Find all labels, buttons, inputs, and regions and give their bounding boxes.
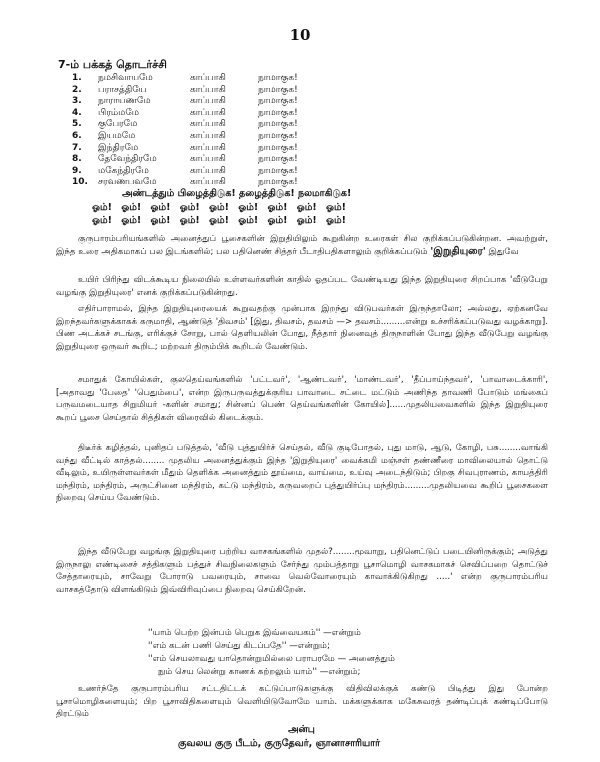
highlight-iruthiyurai: 'இறுதியுரை' <box>430 245 486 257</box>
item-number: 3. <box>72 96 82 107</box>
om-line-1: ஓம்! ஓம்! ஓம்! ஓம்! ஓம்! ஓம்! ஓம்! ஓம்! ஓம்! <box>92 202 346 213</box>
item-namakuka: நாமாகுக! <box>258 130 298 141</box>
signature-anbu: அன்பு <box>288 724 315 735</box>
item-kappaki: காப்பாகி <box>190 165 226 176</box>
item-namakuka: நாமாகுக! <box>258 84 298 95</box>
list-item <box>72 73 328 85</box>
item-kappaki: காப்பாகி <box>190 177 226 188</box>
paragraph-6: இந்த வீடுபேறு வழங்கு இறுதியுரை பற்றிய வாசகங்களில் முதல்?........மூவாறு, பதினெட்டுப் படையினிருக்கும்; அடுத்து இருநாலு எண்டிசைச் சத்திகளும் பத்துச் சிவநிலைகளும் சேர்ந்து மும்பத்தாறு பூசாமொழி வாசகமாகச் செவிப்பறை தொட்டுச் சேத்தாரையும், சாவேறு போராடு பவரையும், சாவை வெல்வோரையும் காவாக்கிடுகிறது .....' என்ற குருபாரம்பரிய வாசகத்தோடு விளங்கிடும் இவ்விரிவுப்பை நிறைவு செய்கிறேன். <box>56 547 548 595</box>
blessing-line: அண்டத்தும் பிழைத்திடுக! தழைத்திடுக! நலமாகிடுக! <box>122 188 352 199</box>
item-number: 1. <box>72 73 82 83</box>
quote-line: ''எம் செயலாவது யாதொன்றுமில்லை பராபரமே — அனைத்தும் <box>148 654 395 664</box>
item-namakuka: நாமாகுக! <box>258 154 298 165</box>
invocation-list <box>72 73 328 189</box>
quote-line: நும் செய லென்று காணக் கற்றலும் யாம்'' —என்றும்; <box>158 667 361 677</box>
quote-line: ''யாம் பெற்ற இன்பம் பெறுக இவ்வையகம்'' —என்றும் <box>148 628 361 638</box>
item-number: 8. <box>72 154 82 165</box>
item-namakuka: நாமாகுக! <box>258 73 298 83</box>
continuation-heading: 7-ம் பக்கத் தொடர்ச்சி <box>58 58 167 71</box>
paragraph-2: உயிர் பிரிந்து விடக்கூடிய நிலையில் உள்ளவர்களின் காதில் ஓதப்பட வேண்டியது இந்த இறுதியுரை சிறப்பாக 'வீடுபேறு வழங்கு இறுதியுரை' எனக் குறிக்கப்படுகின்றது. <box>56 275 548 298</box>
item-number: 9. <box>72 165 82 176</box>
item-namakuka: நாமாகுக! <box>258 142 298 153</box>
paragraph-5: திடீர்க் கழித்தல், புனிதப் படுத்தல், 'வீடு புத்துயிர்ச் செய்தல், வீடு குடிபோதல், புது மாடு, ஆடு, கோழி, பசு........வாங்கி வந்து வீட்டில் காத்தல்........ முதலிய அனைத்துக்கும் இந்த 'இறுதியுரை' வைக்கமி மஞ்சள் தண்ணீரை மாவிலையால் தொட்டு வீடிலும், உயிருள்ளவர்கள் மீதும் தெளிக்க அனைத்தும் தூய்மை, வாய்மை, உய்வு அடைந்திடும்; பிறகு சிவபுராணம், காயத்திரி மந்திரம், மந்திரம், அருட்சினை மந்திரம், கட்டு மந்திரம், கருவறைப் புத்துயிர்ப்பு மந்திரம்.........முதலியவை கூறிப் பூசைகளை நிறைவு செய்ய வேண்டும். <box>56 443 548 504</box>
om-line-2: ஓம்! ஓம்! ஓம்! ஓம்! ஓம்! ஓம்! ஓம்! ஓம்! ஓம்! <box>92 215 346 226</box>
item-kappaki: காப்பாகி <box>190 119 226 130</box>
item-kappaki: காப்பாகி <box>190 84 226 95</box>
item-deity: நமசிவாயமே <box>98 73 153 83</box>
item-deity: இயமமே <box>98 130 136 141</box>
item-kappaki: காப்பாகி <box>190 154 226 165</box>
item-deity: தேவேந்திரமே <box>98 154 157 165</box>
item-number: 10. <box>72 177 88 188</box>
item-deity: பிரம்மமே <box>98 107 139 118</box>
item-kappaki: காப்பாகி <box>190 142 226 153</box>
list-item <box>72 131 328 143</box>
item-namakuka: நாமாகுக! <box>258 107 298 118</box>
item-kappaki: காப்பாகி <box>190 96 226 107</box>
item-number: 7. <box>72 142 82 153</box>
page-number: 10 <box>289 26 311 44</box>
item-number: 6. <box>72 130 82 141</box>
paragraph-7: உணர்ந்தே குருபாரம்பரிய சட்டதிட்டக் கட்டுப்பாடுகளுக்கு விதிவிலக்குக் கண்டு பிடித்து இது போன்ற பூசாமொழிகளையும்; பிற பூசாவிதிகளையும் வெளியிடுவோமே யாம். மக்களுக்காக மகேசுவரத் தண்டிப்புக் கண்டிப்போடு திரட்டும் <box>56 684 548 720</box>
list-item <box>72 85 328 97</box>
item-number: 5. <box>72 119 82 130</box>
item-namakuka: நாமாகுக! <box>258 96 298 107</box>
paragraph-3: எதிர்பாராமல், இந்த இறுதியுரையைக் கூறுவதற்கு முன்பாக இறந்து விடுபவர்கள் இருந்தாலோ; அல்லது, ஏற்கனவே இறந்தவர்களுக்காகக் கருமாதி, ஆண்டுத் 'திவசம்' [இது, திவசம், தவசம் —> தவசம்.........என்று உச்சரிக்கப்படுவது வழக்காறு]. பிண அடக்கச் சடங்கு, எரிக்குச் சோறு, பால் தெளியலின் போது, நீத்தார் நினைவுத் திருநாளின் போது இந்த வீடுபேறு வழங்கு இறுதியுரை ஒருவர் கூறிட; மற்றவர் திரும்பிக் கூறிடல் வேண்டும். <box>56 304 548 352</box>
paragraph-1 <box>56 233 548 258</box>
list-item <box>72 143 328 155</box>
item-number: 2. <box>72 84 82 95</box>
item-kappaki: காப்பாகி <box>190 73 226 83</box>
item-deity: பராசத்தியே <box>98 84 147 95</box>
paragraph-1-end: இதுவே <box>485 246 519 257</box>
item-namakuka: நாமாகுக! <box>258 119 298 130</box>
item-deity: இந்திரமே <box>98 142 139 153</box>
list-item <box>72 108 328 120</box>
list-item <box>72 154 328 166</box>
item-kappaki: காப்பாகி <box>190 130 226 141</box>
item-number: 4. <box>72 107 82 118</box>
list-item <box>72 96 328 108</box>
item-deity: மகேந்திரமே <box>98 165 149 176</box>
item-deity: நாராயணமே <box>98 96 151 107</box>
list-item <box>72 119 328 131</box>
item-deity: சரவணபவமே <box>98 177 157 188</box>
quote-line: ''எம் கடன் பணி செய்து கிடப்பதே'' —என்றும்; <box>148 641 330 651</box>
paragraph-1-text: குருபாரம்பரியங்களில் அனைத்துப் பூசைகளின் இறுதியிலும் கூறுகின்ற உரைகள் சில குறிக்கப்படுகின்றன. அவற்றுள், இந்த உரை அதிகமாகப் பல இடங்களில்; பல பதினெண் சித்தர் பீடாதிபதிகளாலும் குறிக்கப்படும் <box>56 234 548 257</box>
item-namakuka: நாமாகுக! <box>258 177 298 188</box>
item-deity: குபேரமே <box>98 119 138 130</box>
paragraph-4: சமாதுக் கோயில்கள், குலதெய்வங்களில் 'பட்டவர்', 'ஆண்டவர்', 'மாண்டவர்', 'தீப்பாய்ந்தவர்', 'பாவாடைக்காரி', [அதாவது 'பேதை' 'பெதும்பை', என்ற இருபருவத்துக்குரிய பாவாடை சட்டை மட்டும் அணிந்த தாவணி போடும் மங்கைப் பருவமடையாத சிறுமியர் -களின் சமாது; சின்னப் பெண் தெய்வங்களின் கோயில்]......முதலியவைகளில் இந்த இறுதியுரை கூறப் பூசை செய்தால் சித்திகள் விரைவில் கிடைக்கும். <box>56 375 548 423</box>
item-kappaki: காப்பாகி <box>190 107 226 118</box>
item-namakuka: நாமாகுக! <box>258 165 298 176</box>
list-item <box>72 166 328 178</box>
signature: குவலய குரு பீடம், குருதேவர், ஞானாசாரியார் <box>178 738 381 749</box>
